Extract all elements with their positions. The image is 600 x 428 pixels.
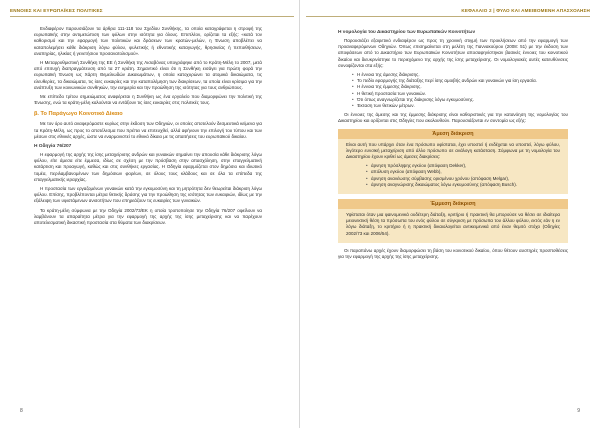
right-column (338, 26, 568, 263)
paragraph: Οι έννοιες της άμεσης και της έμμεσης διάκρισης είναι καθοριστικές για την κατανόηση της νομολογίας του Δικαστηρίου και ορίζονται στις Οδηγίες που ακολουθούν. Παρουσιάζονται εν συντομία ως εξής: (338, 112, 568, 124)
box-text: Είναι αυτή που υπάρχει όταν ένα πρόσωπο υφίσταται, έχει υποστεί ή ενδέχεται να υποστεί, λόγω φύλου, λιγότερο ευνοϊκή μεταχείριση από άλλο πρόσωπο σε ανάλογη κατάσταση. Σύμφωνα με τη νομολογία του Δικαστηρίου έχουν κριθεί ως άμεσες διακρίσεις: (346, 141, 560, 160)
list-item: • Η θετική προστασία των γυναικών. (352, 91, 568, 97)
paragraph: Ενδιαφέρον παρουσιάζουν τα άρθρα 111-118 του Σχεδίου Συνθήκης, τα οποία καταγράφεται η στροφή της ευρωπαϊκής στην αντιμετώπιση των φύλων στην ισότητα για όλους. Επιπλέον, ορίζεται τα εξής: «κατά τον καθορισμό και την εφαρμογή των πολιτικών και δράσεων των κρατών-μελών, η Ένωση αποβλέπει να καταπολεμήσει κάθε διάκριση λόγω φύλου, φυλετικής ή εθνοτικής καταγωγής, θρησκείας ή πεποιθήσεων, αναπηρίας, ηλικίας ή γενετήσιου προσανατολισμού». (34, 26, 262, 56)
running-header-left: ΕΝΝΟΙΕΣ ΚΑΙ ΕΥΡΩΠΑΪΚΕΣ ΠΟΛΙΤΙΚΕΣ (10, 8, 103, 13)
bullet-list (352, 72, 568, 109)
paragraph: Η προστασία των εργαζομένων γυναικών κατά την εγκυμοσύνη και τη μητρότητα δεν θεωρείται διάκριση λόγω φύλου. Επίσης, προβλέπονται μέτρα θετικής δράσης για την προώθηση της ισότητας των ευκαιριών, ιδίως με την εξάλειψη των υφιστάμενων ανισοτήτων που επηρεάζουν τις ευκαιρίες των γυναικών. (34, 186, 262, 204)
page-number: 8 (20, 408, 23, 414)
paragraph: Οι παραπάνω αρχές έχουν διαμορφώσει τη βάση του κοινοτικού δικαίου, όπου θέτουν αυστηρές προϋποθέσεις για την εφαρμογή της αρχής της ίσης μεταχείρισης. (338, 247, 568, 260)
section-title: Η νομολογία του Δικαστηρίου των Ευρωπαϊκών Κοινοτήτων (338, 30, 476, 35)
list-item: • άρνηση πρόσληψης εγκύου (απόφαση Dekker), (366, 163, 560, 169)
list-item: • απόλυση εγκύου (απόφαση Webb), (366, 169, 560, 175)
paragraph: Με επίπεδο τρίτου σημειώματος αναφέρεται η Συνθήκη ως ένα εργαλείο που διαμορφώνει την πολιτική της Ένωσης, ενώ τα κράτη-μέλη καλούνται να εντάξουν τις ίσες ευκαιρίες στις πολιτικές τους. (34, 94, 262, 106)
direct-discrimination-box (338, 129, 568, 194)
paragraph: Τα κράτη-μέλη σύμφωνα με την Οδηγία 2002/73/ΕΚ η οποία τροποποίησε την Οδηγία 76/207 οφείλουν να λαμβάνουν τα απαραίτητα μέτρα για την εφαρμογή της αρχής της ίσης μεταχείρισης και να παρέχουν αποτελεσματική δικαστική προστασία στα θύματα των διακρίσεων. (34, 207, 262, 226)
list-item: • άρνηση ανανέωσης σύμβασης ορισμένου χρόνου (απόφαση Melgar), (366, 176, 560, 182)
list-item: • Έκταση των θετικών μέτρων. (352, 103, 568, 109)
list-item: • Το πεδίο εφαρμογής της διάταξης περί ίσης αμοιβής ανδρών και γυναικών για ίση εργασία. (352, 78, 568, 84)
right-page (300, 0, 600, 428)
list-item: • άρνηση αναγνώρισης δικαιώματος λόγω εγκυμοσύνης (απόφαση Busch). (366, 182, 560, 188)
paragraph: Η Μεταρρυθμιστική Συνθήκη της ΕΕ ή Συνθήκη της Λισαβόνας υπογράφηκε από το Κράτη-Μέλη το 2007, μετά από επιτυχή διαπραγμάτευση από τα 27 κράτη. Σημαντικό είναι ότι η Συνθήκη εισάγει για πρώτη φορά την ευρωπαϊκή Ένωση ως Χάρτη Θεμελιωδών Δικαιωμάτων, η οποία κατοχυρώνει τα ατομικά δικαιώματα, τις ελευθερίες, τα δικαιώματα, τις ίσες ευκαιρίες και την καταπολέμηση των διακρίσεων, τα οποία είναι κρίσιμα για την ανάπτυξη των κοινωνικών συνθηκών, την ευημερία και την προώθηση της ισότητας για τους ανθρώπους. (34, 60, 262, 90)
box-text: Υφίσταται όταν μια φαινομενικά ουδέτερη διάταξη, κριτήριο ή πρακτική θα μπορούσε να θέσει σε ιδιαίτερα μειονεκτική θέση τα πρόσωπα του ενός φύλου σε σύγκριση με πρόσωπα του άλλου φύλου, εκτός εάν η εν λόγω διάταξη, το κριτήριο ή η πρακτική δικαιολογείται αντικειμενικά από έναν θεμιτό στόχο (Οδηγίες 2002/73 και 2006/54). (346, 212, 560, 236)
paragraph: Με τον όρο αυτό αναφερόμαστε κυρίως στην έκδοση των Οδηγιών, οι οποίες αποτελούν δεσμευτικά κείμενα για τα Κράτη-Μέλη, ως προς το αποτέλεσμα που πρέπει να επιτευχθεί, αλλά αφήνουν την επιλογή του τύπου και των μέσων στις εθνικές αρχές, ώστε να εναρμονιστεί το εθνικό δίκαιο με τις απαιτήσεις του ευρωπαϊκού δικαίου. (34, 121, 262, 139)
box-body (338, 209, 568, 243)
paragraph: Παρουσιάζει εξαιρετικό ενδιαφέρον ως προς τη χρονική στιγμή των προκλήσεων από την εφαρμογή των προαναφερόμενων Οδηγιών. Όπως επισημαίνεται στη μελέτη της Γιαννακούρου (2008: 51) με την έκδοση των αποφάσεων από το Δικαστήριο των Ευρωπαϊκών Κοινοτήτων αποσαφηνίστηκαν βασικές έννοιες του κοινοτικού δικαίου και διευκρινίστηκε το περιεχόμενο της αρχής της ίσης μεταχείρισης. Οι νομολογιακές αυτές κατευθύνσεις συνοψίζονται στα εξής: (338, 38, 568, 68)
box-body (338, 139, 568, 194)
left-column (34, 26, 262, 229)
box-list (366, 163, 560, 188)
list-item: • Ότι όπως αναγνωρίζεται της διάκρισης λόγω εγκυμοσύνης. (352, 97, 568, 103)
subsection-title: Η Οδηγία 76/207 (34, 144, 72, 150)
list-item: • Η έννοια της άμεσης διάκρισης. (352, 72, 568, 78)
list-item: • Η έννοια της έμμεσης διάκρισης. (352, 84, 568, 90)
box-title: Άμεση διάκριση (338, 129, 568, 139)
paragraph: Η εφαρμογή της αρχής της ίσης μεταχείρισης ανδρών και γυναικών σημαίνει την απουσία κάθε διάκρισης λόγω φύλου, είτε άμεσα είτε έμμεσα, ιδίως σε σχέση με την πρόσβαση στην απασχόληση, στην επαγγελματική κατάρτιση και προαγωγή, καθώς και στις συνθήκες εργασίας. Η Οδηγία εφαρμόζεται στον δημόσιο και ιδιωτικό τομέα, περιλαμβανομένων των δημόσιων φορέων, σε όλους τους κλάδους και σε όλα τα επίπεδα της επαγγελματικής ιεραρχίας. (34, 152, 262, 182)
header-rule (306, 16, 590, 17)
box-title: Έμμεση διάκριση (338, 199, 568, 209)
indirect-discrimination-box (338, 199, 568, 243)
section-title: β. Το Παράγωγο Κοινοτικό Δίκαιο (34, 111, 123, 118)
header-rule (10, 16, 294, 17)
running-header-right: ΚΕΦΑΛΑΙΟ 2 | ΦΥΛΟ ΚΑΙ ΑΜΕΙΒΟΜΕΝΗ ΑΠΑΣΧΟΛΗΣΗ (461, 8, 590, 13)
page-number: 9 (577, 408, 580, 414)
